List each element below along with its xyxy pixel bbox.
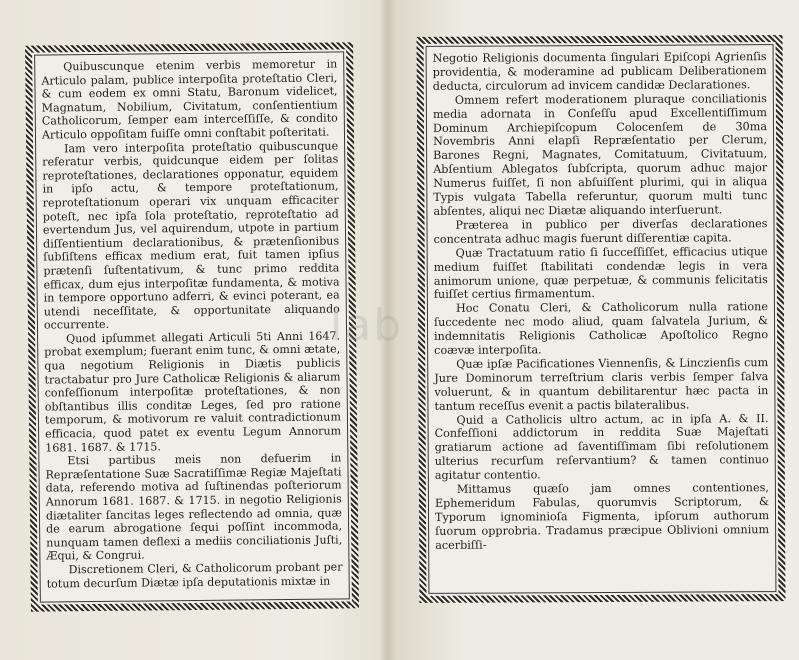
- right-paragraph-2: Omnem refert moderationem pluraque conciliationis media adornata in Conſeſſu apud Excellentiſſimum Dominum Archiepiſcopum Colocenſem de 30ma Novembris Anni elapſi Repræſentatio per Clerum, Barones Regni, Magnates, Comitatuum, Civitatuum, Abſentium Ablegatos ſubſcripta, quorum adhuc major Numerus fuiſſet, ſi non abſuiſſent plurimi, qui in aliqua Typis vulgata Tabella referuntur, quorum multi tunc abſentes, aliqui nec Diætæ aliquando interſuerunt.: [432, 91, 768, 218]
- left-page: [0, 0, 380, 660]
- right-paragraph-8: Mittamus quæſo jam omnes contentiones, Ephemeridum Fabulas, quorumvis Scriptorum, & Typorum ignominioſa Figmenta, ipſorum authorum ſuorum opprobria. Tradamus præcipue Oblivioni omnium acerbiſſi-: [434, 481, 770, 552]
- left-paragraph-3: Quod ipſummet allegati Articuli 5ti Anni 1647. probat exemplum; fuerant enim tunc, & omni ætate, qua negotium Religionis in Diætis publicis tractabatur pro Jure Catholicæ Religionis & aliarum confeſſionum interpoſitæ proteſtationes, & non obſtantibus illis conditæ Leges, ſed pro ratione temporum, & motivorum re valuit contradictionum efficacia, quod patet ex eventu Legum Annorum 1681. 1687. & 1715.: [44, 329, 342, 455]
- right-paragraph-7: Quid a Catholicis ultro actum, ac in ipſa A. & II. Confeſſioni addictorum in reddita Suæ Majeſtati gratiarum actione ad ſaventiſſimam ſibi reſolutionem ulterius recurſum reſervantium? & tamen continuo agitatur contentio.: [434, 411, 769, 483]
- left-paragraph-1: Quibuscunque etenim verbis memoretur in Articulo palam, publice interpoſita proteſtatio Cleri, & cum eodem ex omni Statu, Baronum videlicet, Magnatum, Nobilium, Civitatum, conſentientium Catholicorum, ſemper eam interceſſiſſe, & condito Articulo oppoſitam fuiſſe omni conſtabit poſteritati.: [41, 57, 338, 142]
- right-paragraph-4: Quæ Tractatuum ratio ſi ſucceſſiſſet, efficacius utique medium fuiſſet ſtabilitati condendæ legis in vera animorum unione, quæ perpetuæ, & communis felicitatis fuiſſet certius firmamentum.: [433, 244, 768, 302]
- right-paragraph-5: Hoc Conatu Cleri, & Catholicorum nulla ratione ſuccedente nec modo aliud, quam ſalvatela Jurium, & indemnitatis Religionis Catholicæ Apoſtolico Regno coævæ interpoſita.: [433, 300, 769, 357]
- right-paragraph-3: Præterea in publico per diverſas declarationes concentrata adhuc magis fuerunt diſſerentiæ capita.: [433, 217, 768, 246]
- left-page-text: [41, 57, 343, 598]
- right-page: [388, 0, 799, 660]
- watermark: lab: [330, 300, 404, 351]
- left-paragraph-4: Etsi partibus meis non defuerim in Repræſentatione Suæ Sacratiſſimæ Regiæ Majeſtati data, referendo motiva ad ſuſtinendas poſteriorum Annorum 1681. 1687. & 1715. in negotio Religionis diætaliter ſancitas leges reflectendo ad omnia, quæ de earum abrogatione ſequi poſſint incommoda, nunquam tamen deflexi a mediis conciliationis Juſti, Æqui, & Congrui.: [45, 451, 343, 563]
- right-paragraph-6: Quæ ipſæ Pacificationes Viennenſis, & Linczienſis cum Jure Dominorum terreſtrium claris verbis ſemper ſalva voluerunt, & in quantum debilitarentur hæc pacta in tantum receſſus evenit a pactis bilateralibus.: [434, 356, 769, 413]
- right-page-ornamental-border: [417, 35, 786, 603]
- left-paragraph-5: Discretionem Cleri, & Catholicorum probant per totum decurſum Diætæ ipſa deputationis mixtæ in: [46, 560, 343, 591]
- right-page-text: [433, 50, 770, 590]
- left-paragraph-2: Iam vero interpoſita proteſtatio quibuscunque referatur verbis, quidcunque eidem per ſolitas reproteſtationes, declarationes opponatur, equidem in ipſo actu, & tempore proteſtationum, reproteſtationum operari vix unquam efficaciter poteſt, nec ipſa ſola proteſtatio, reproteſtatio ad evertendum Jus, vel aquirendum, utpote in partium diſſentientium declarationibus, & prætenſionibus ſubſiſtens efficax medium erat, fuit tamen ipſius prætenſi ſuſtentativum, & tunc primo reddita efficax, dum ejus interpoſitæ fundamenta, & motiva in tempore opportuno adferri, & evinci poterant, ea utendi neceſſitate, & opportunitate aliquando occurrente.: [42, 139, 340, 332]
- right-paragraph-1: Negotio Religionis documenta ſingulari Epiſcopi Agrienſis providentia, & moderamine ad publicam Deliberationem deducta, circulorum ad invicem candidæ Declarationes.: [432, 50, 767, 93]
- left-page-ornamental-border: [25, 42, 359, 611]
